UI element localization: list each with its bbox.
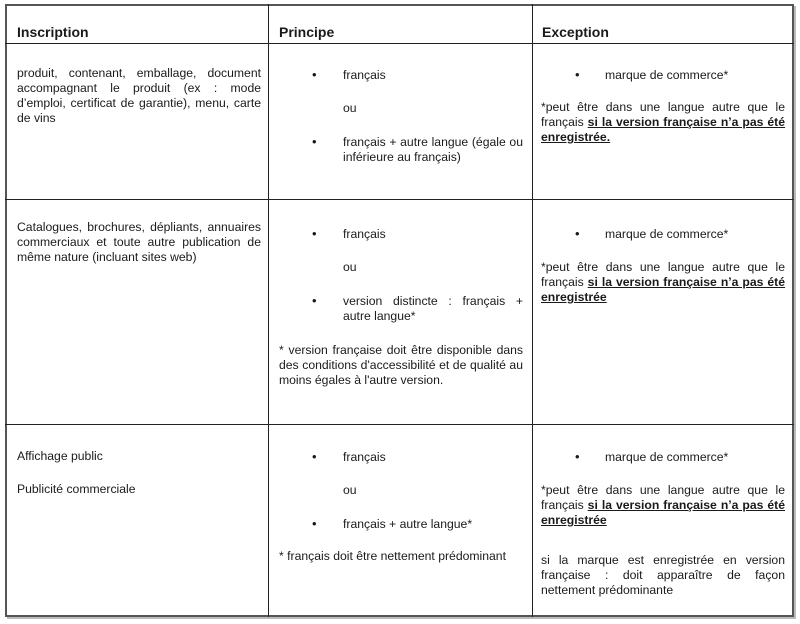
row3-exception-note: *peut être dans une langue autre que le français si la version française n’a pas été enregistrée (541, 483, 786, 527)
row1-principe-or: ou (343, 101, 357, 115)
row-divider-1 (5, 199, 794, 200)
row2-principe-bullet1: français (343, 227, 386, 241)
row2-exception-note: *peut être dans une langue autre que le français si la version française n’a pas été enregistrée (541, 260, 786, 304)
bullet-icon (312, 226, 332, 241)
bullet-icon (312, 67, 332, 82)
bullet-icon (312, 134, 332, 149)
row1-exception-bullet: marque de commerce* (605, 68, 729, 82)
row1-inscription: produit, contenant, emballage, document accompagnant le produit (ex : mode d’emploi, certificat de garantie), menu, carte de vins (17, 66, 261, 125)
row1-principe-bullet2: français + autre langue (égale ou inférieure au français) (343, 135, 523, 164)
row2-principe-note: * version française doit être disponible dans des conditions d'accessibilité et de qualité au moins égales à l'autre version. (279, 343, 523, 387)
bullet-icon (312, 293, 332, 308)
row3-inscription-line2: Publicité commerciale (17, 482, 136, 496)
table-shadow-right (794, 6, 796, 619)
row2-exception-bullet: marque de commerce* (605, 227, 729, 241)
row1-exception-emphasis: si la version française n’a pas été enregistrée. (541, 115, 786, 144)
row3-principe-or: ou (343, 483, 357, 497)
column-divider-2 (532, 4, 533, 617)
row3-exception-extra: si la marque est enregistrée en version française : doit apparaître de façon nettement prédominante (541, 553, 785, 597)
row3-exception-bullet: marque de commerce* (605, 450, 729, 464)
row-divider-2 (5, 424, 794, 425)
column-divider-1 (268, 4, 269, 617)
header-divider (5, 43, 794, 44)
bullet-icon (575, 67, 595, 82)
bullet-icon (575, 449, 595, 464)
row1-exception-note: *peut être dans une langue autre que le français si la version française n’a pas été enregistrée. (541, 100, 786, 144)
row1-principe-bullet1: français (343, 68, 386, 82)
header-principe: Principe (279, 24, 335, 40)
row2-principe-bullet2: version distincte : français + autre langue* (343, 294, 523, 323)
bullet-icon (312, 449, 332, 464)
header-exception: Exception (542, 24, 609, 40)
table-shadow-bottom (7, 617, 796, 619)
row2-exception-emphasis: si la version française n’a pas été enregistrée (541, 275, 786, 304)
bullet-icon (575, 226, 595, 241)
row3-exception-emphasis: si la version française n’a pas été enregistrée (541, 498, 786, 527)
row3-inscription-line1: Affichage public (17, 449, 103, 463)
row2-principe-or: ou (343, 260, 357, 274)
row2-inscription: Catalogues, brochures, dépliants, annuaires commerciaux et toute autre publication de même nature (incluant sites web) (17, 220, 261, 264)
row3-principe-bullet1: français (343, 450, 386, 464)
bullet-icon (312, 516, 332, 531)
row3-principe-bullet2: français + autre langue* (343, 517, 473, 531)
row3-principe-note: * français doit être nettement prédominant (279, 549, 506, 563)
header-inscription: Inscription (17, 24, 89, 40)
